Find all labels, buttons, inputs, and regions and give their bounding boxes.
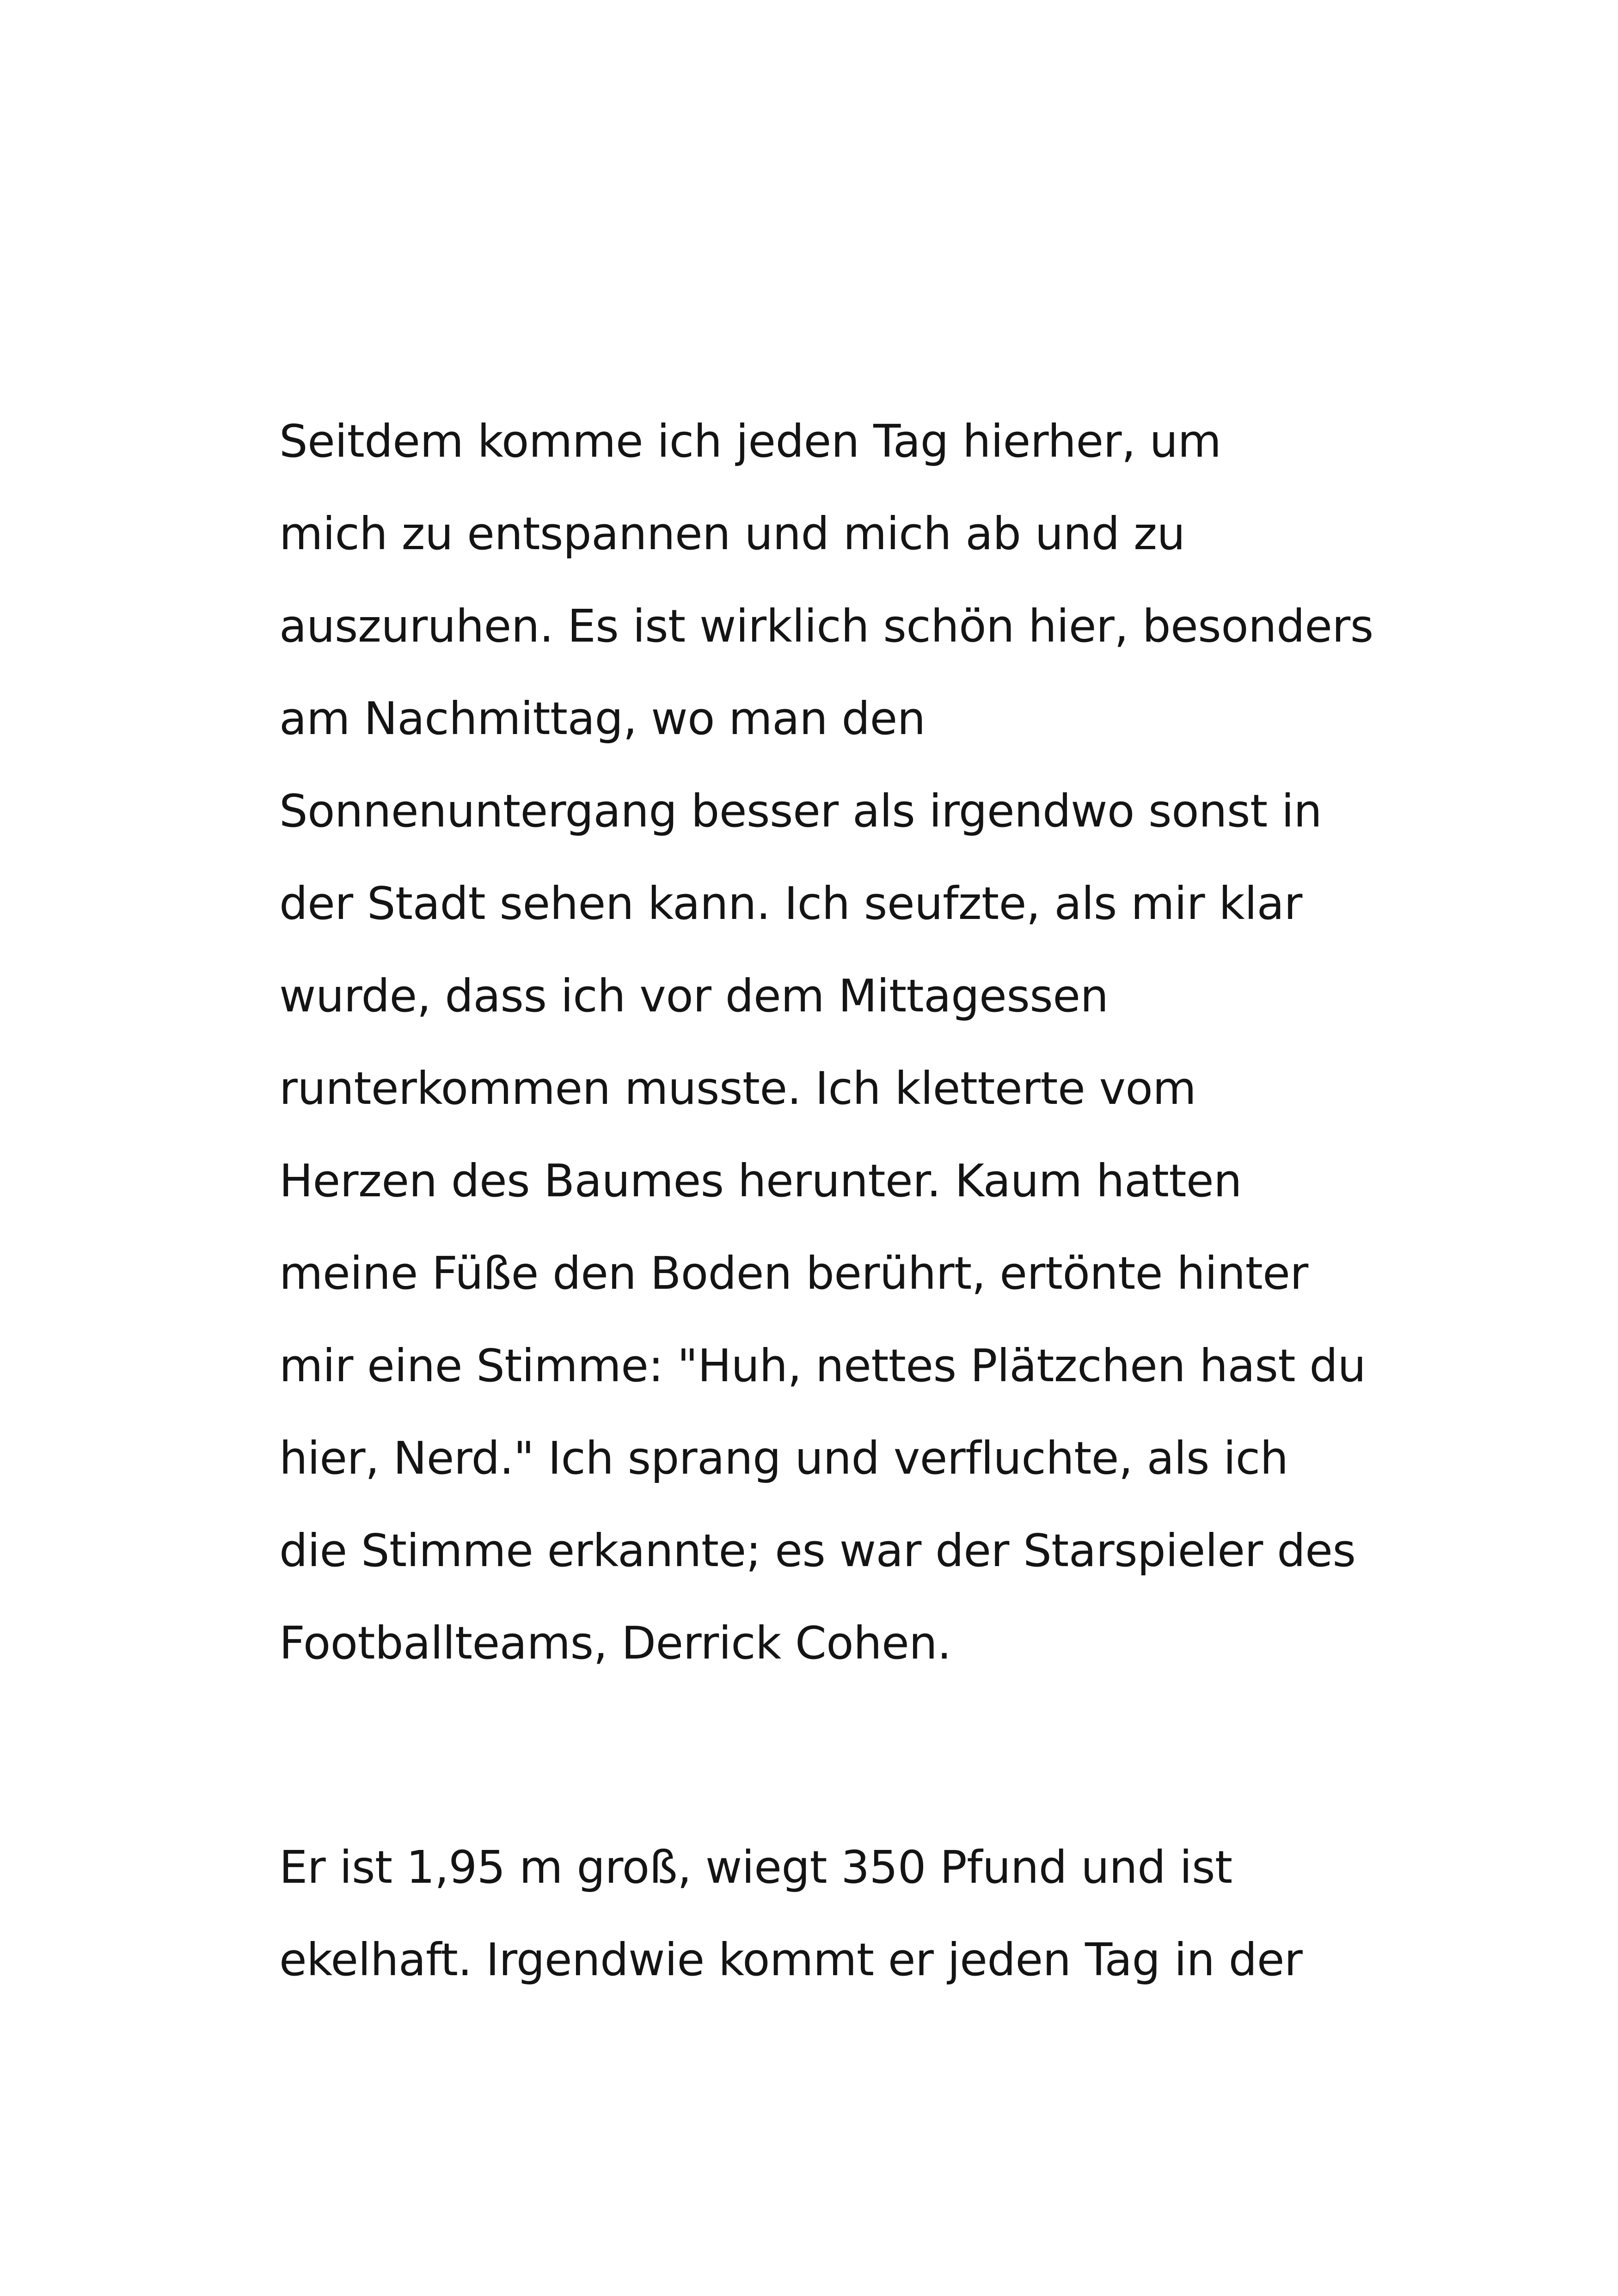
text-line: die Stimme erkannte; es war der Starspieler des [279,1525,1356,1577]
text-line: meine Füße den Boden berührt, ertönte hinter [279,1247,1308,1299]
text-line: Er ist 1,95 m groß, wiegt 350 Pfund und ist [279,1841,1232,1893]
text-line: Footballteams, Derrick Cohen. [279,1617,951,1669]
text-line: mich zu entspannen und mich ab und zu [279,508,1185,560]
text-line: runterkommen musste. Ich kletterte vom [279,1062,1196,1114]
text-line: am Nachmittag, wo man den [279,692,925,745]
text-line: hier, Nerd." Ich sprang und verfluchte, als ich [279,1432,1288,1484]
text-line: ekelhaft. Irgendwie kommt er jeden Tag in der [279,1934,1303,1986]
text-line: mir eine Stimme: "Huh, nettes Plätzchen hast du [279,1340,1366,1392]
text-line: Herzen des Baumes herunter. Kaum hatten [279,1155,1242,1207]
text-line: der Stadt sehen kann. Ich seufzte, als mir klar [279,877,1302,930]
text-line: auszuruhen. Es ist wirklich schön hier, besonders [279,600,1373,652]
text-line: Sonnenuntergang besser als irgendwo sonst in [279,785,1322,837]
text-line: wurde, dass ich vor dem Mittagessen [279,970,1109,1022]
text-line: Seitdem komme ich jeden Tag hierher, um [279,415,1221,467]
